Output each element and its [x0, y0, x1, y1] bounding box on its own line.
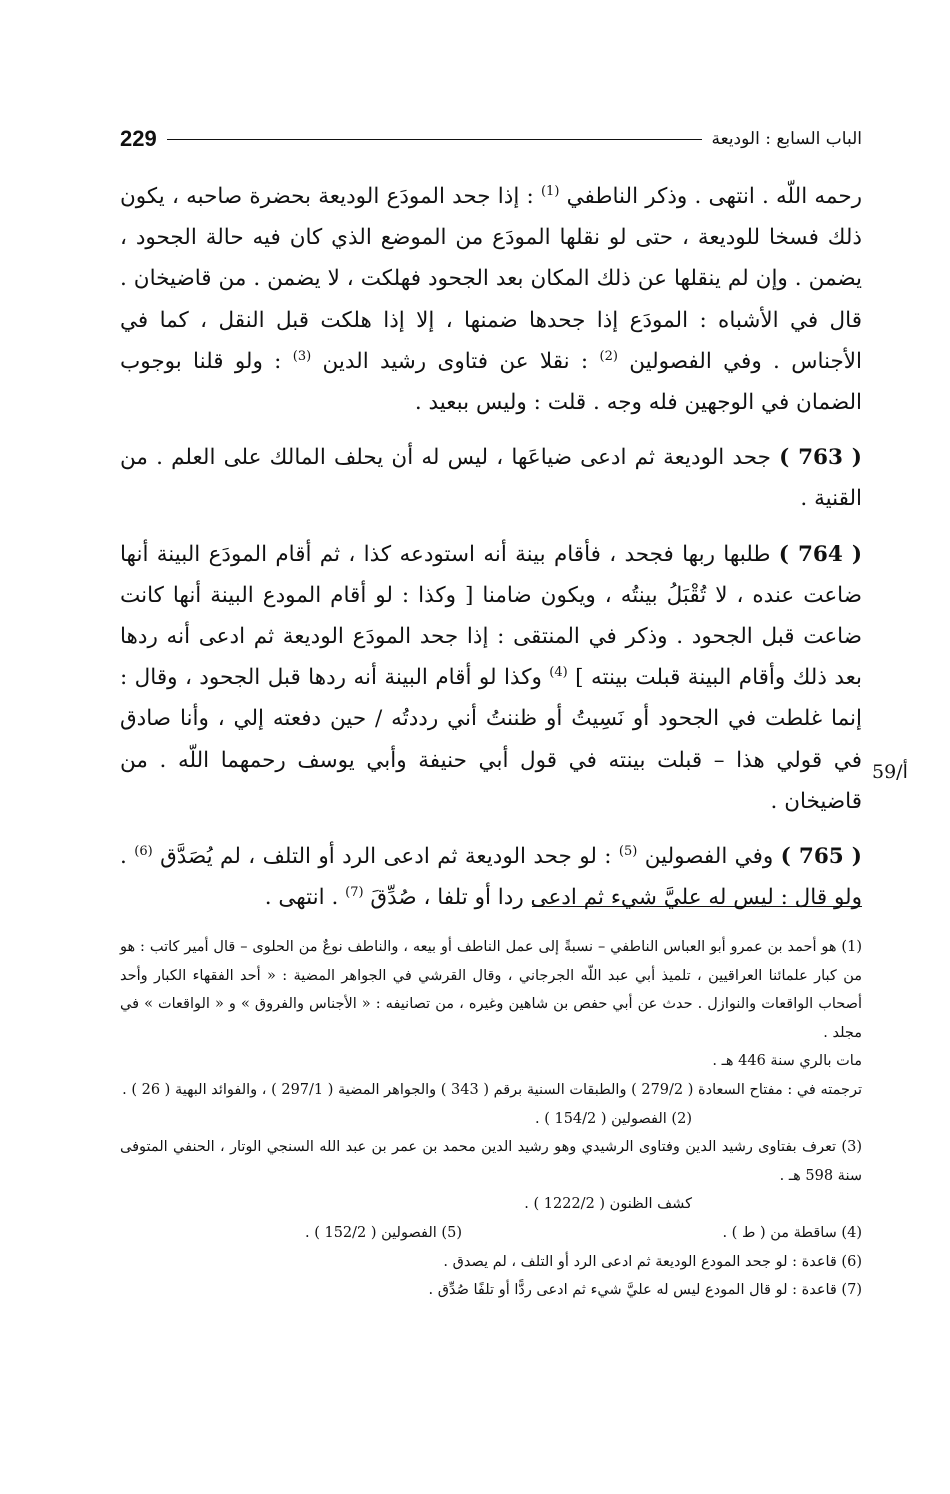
footnote-3: (3) تعرف بفتاوى رشيد الدين وفتاوى الرشيدي وهو رشيد الدين محمد بن عمر بن عبد الله السنجي الوتار ، الحنفي المتوفى سنة 598 هـ .: [120, 1139, 862, 1184]
footnote-row: [120, 1219, 862, 1248]
footnote-4: (4) ساقطة من ( ط ) .: [722, 1224, 862, 1241]
footnote-ref[interactable]: (3): [292, 348, 312, 364]
page-number: 229: [120, 126, 157, 151]
main-text: [120, 176, 862, 918]
footnote-ref[interactable]: (1): [540, 183, 560, 199]
footnote-1-biography: ترجمته في : مفتاح السعادة ( 279/2 ) والطبقات السنية برقم ( 343 ) والجواهر المضية ( 297/1 ) ، والفوائد البهية ( 26 ) .: [122, 1081, 862, 1098]
footnote-1: (1) هو أحمد بن عمرو أبو العباس الناطفي – نسبةً إلى عمل الناطف أو بيعه ، والناطف نوعٌ من الحلوى – قال أمير كاتب : هو من كبار علمائنا العراقيين ، تلميذ أبي عبد اللّه الجرجاني ، وقال القرشي في الجواهر المضية : « أحد الفقهاء الكبار وأحد أصحاب الواقعات والنوازل . حدث عن أبي حفص بن شاهين وغيره ، من تصانيفه : « الأجناس والفروق » و « الواقعات » في مجلد .: [120, 939, 862, 1041]
text-run: : إذا جحد المودَع الوديعة بحضرة صاحبه ، يكون ذلك فسخا للوديعة ، حتى لو نقلها المودَع من الموضع الذي كان فيه حالة الجحود ، يضمن . وإن لم ينقلها عن ذلك المكان بعد الجحود فهلكت ، لا يضمن . من قاضيخان . قال في الأشباه : المودَع إذا جحدها ضمنها ، إلا إذا هلكت قبل النقل ، كما في الأجناس . وفي الفصولين: [120, 184, 863, 374]
footnote-ref[interactable]: (2): [599, 348, 618, 364]
footnote-2: (2) الفصولين ( 154/2 ) .: [534, 1110, 692, 1127]
footnote-separator: [532, 906, 862, 907]
issue-number: ( 763 ): [779, 445, 862, 471]
footnote-ref[interactable]: (5): [618, 843, 638, 859]
paragraph: [120, 176, 862, 423]
footnote-ref[interactable]: (4): [549, 665, 568, 681]
manuscript-folio-marker: 59/أ: [872, 761, 908, 783]
footnote-6: (6) قاعدة : لو جحد المودع الوديعة ثم ادعى الرد أو التلف ، لم يصدق .: [443, 1253, 862, 1270]
text-run: : نقلا عن فتاوى رشيد الدين: [311, 348, 600, 374]
text-run: وكذا لو أقام البينة أنه ردها قبل الجحود ، وقال : إنما غلطت في الجحود أو نَسِيتُ أو ظننتُ أني رددتُه / حين دفعته إلي ، وأنا صادق في قولي هذا – قبلت بينته في قول أبي حنيفة وأبي يوسف رحمهما اللّه . من قاضيخان .: [120, 665, 862, 814]
text-run: طلبها ربها فجحد ، فأقام بينة أنه استودعه كذا ، ثم أقام المودَع البينة أنها ضاعت عنده ، لا تُقْبَلُ بينتُه ، ويكون ضامنا [ وكذا : لو أقام المودع البينة أنها كانت ضاعت قبل الجحود . وذكر في المنتقى : إذا جحد المودَع الوديعة ثم ادعى أنه ردها بعد ذلك وأقام البينة قبلت بينته ]: [120, 541, 862, 691]
issue-number: ( 765 ): [780, 844, 862, 870]
footnote-ref[interactable]: (6): [134, 843, 153, 859]
footnote-7: (7) قاعدة : لو قال المودع ليس له عليَّ شيء ثم ادعى ردًّا أو تلفًا صُدِّق .: [428, 1282, 862, 1299]
footnotes: [120, 933, 862, 1305]
paragraph-763: [120, 437, 862, 519]
footnote-ref[interactable]: (7): [345, 885, 364, 901]
issue-number: ( 764 ): [778, 541, 862, 567]
footnote-1-death: مات بالري سنة 446 هـ .: [712, 1053, 862, 1070]
text-run: رحمه اللّه . انتهى . وذكر الناطفي: [559, 184, 863, 209]
text-run: جحد الوديعة ثم ادعى ضياعَها ، ليس له أن يحلف المالك على العلم . من القنية .: [120, 445, 862, 512]
footnote-3-reference: كشف الظنون ( 1222/2 ) .: [524, 1196, 692, 1213]
running-title: الباب السابع : الوديعة: [711, 129, 862, 149]
paragraph-764: [120, 534, 862, 822]
text-run: : لو جحد الوديعة ثم ادعى الرد أو التلف ، لم يُصَدَّق: [152, 844, 619, 870]
page-header: [120, 122, 862, 156]
text-run: وفي الفصولين: [637, 844, 781, 870]
header-rule: [167, 139, 702, 140]
text-run: . انتهى .: [264, 885, 346, 911]
footnote-5: (5) الفصولين ( 152/2 ) .: [304, 1224, 462, 1241]
text-run: . ولو قال : ليس له عليَّ شيء ثم ادعى ردا أو تلفا ، صُدِّقَ: [120, 844, 862, 911]
text-run: : ولو قلنا بوجوب الضمان في الوجهين فله وجه . قلت : وليس ببعيد .: [120, 348, 862, 416]
